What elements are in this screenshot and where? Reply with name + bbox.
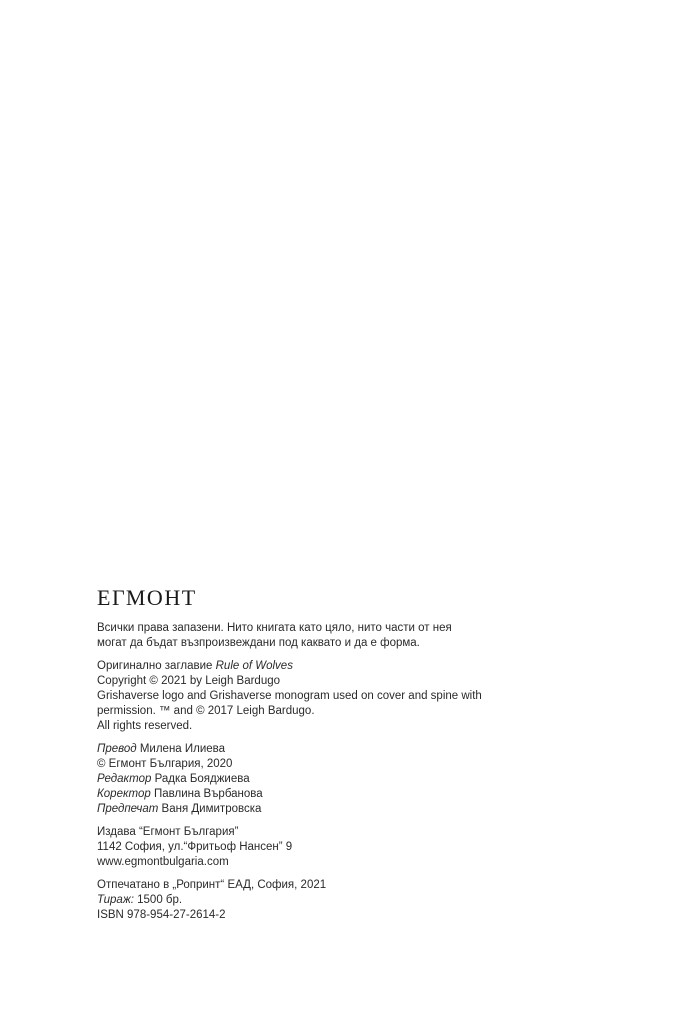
original-title: Rule of Wolves <box>215 660 293 672</box>
prepress-value: Ваня Димитровска <box>158 803 262 815</box>
publisher-website: www.egmontbulgaria.com <box>97 856 229 868</box>
publisher-block <box>97 825 657 870</box>
rights-line: могат да бъдат възпроизвеждани под каквато и да е форма. <box>97 637 420 649</box>
print-run-value: 1500 бр. <box>133 894 183 906</box>
translation-credit <box>97 742 657 757</box>
logo-permission-line: permission. ™ and © 2017 Leigh Bardugo. <box>97 705 315 717</box>
publisher-name: Издава “Егмонт България” <box>97 826 239 838</box>
copyright-line: Copyright © 2021 by Leigh Bardugo <box>97 675 281 687</box>
rights-line: Всички права запазени. Нито книгата като цяло, нито части от нея <box>97 622 452 634</box>
imprint-block <box>97 584 657 931</box>
translation-label: Превод <box>97 743 137 755</box>
credits-block <box>97 742 657 817</box>
rights-notice <box>97 621 657 651</box>
editor-credit <box>97 772 657 787</box>
logo-permission-line: Grishaverse logo and Grishaverse monogram used on cover and spine with <box>97 690 482 702</box>
editor-value: Радка Бояджиева <box>151 773 250 785</box>
translation-value: Милена Илиева <box>136 743 226 755</box>
original-title-label: Оригинално заглавие <box>97 660 216 672</box>
editor-label: Редактор <box>97 773 152 785</box>
prepress-label: Предпечат <box>97 803 159 815</box>
printing-block <box>97 878 657 923</box>
proofreader-credit <box>97 787 657 802</box>
edition-copyright: © Егмонт България, 2020 <box>97 758 233 770</box>
original-title-line <box>97 659 657 674</box>
rights-reserved-line: All rights reserved. <box>97 720 193 732</box>
printing-line: Отпечатано в „Ропринт“ ЕАД, София, 2021 <box>97 879 327 891</box>
print-run-line <box>97 893 657 908</box>
prepress-credit <box>97 802 657 817</box>
original-title-block <box>97 659 657 734</box>
publisher-logo: ЕГМОНТ <box>97 585 197 610</box>
isbn-line: ISBN 978-954-27-2614-2 <box>97 909 226 921</box>
proofreader-label: Коректор <box>97 788 151 800</box>
proofreader-value: Павлина Върбанова <box>150 788 263 800</box>
print-run-label: Тираж: <box>97 894 134 906</box>
publisher-address: 1142 София, ул.“Фритьоф Нансен” 9 <box>97 841 293 853</box>
